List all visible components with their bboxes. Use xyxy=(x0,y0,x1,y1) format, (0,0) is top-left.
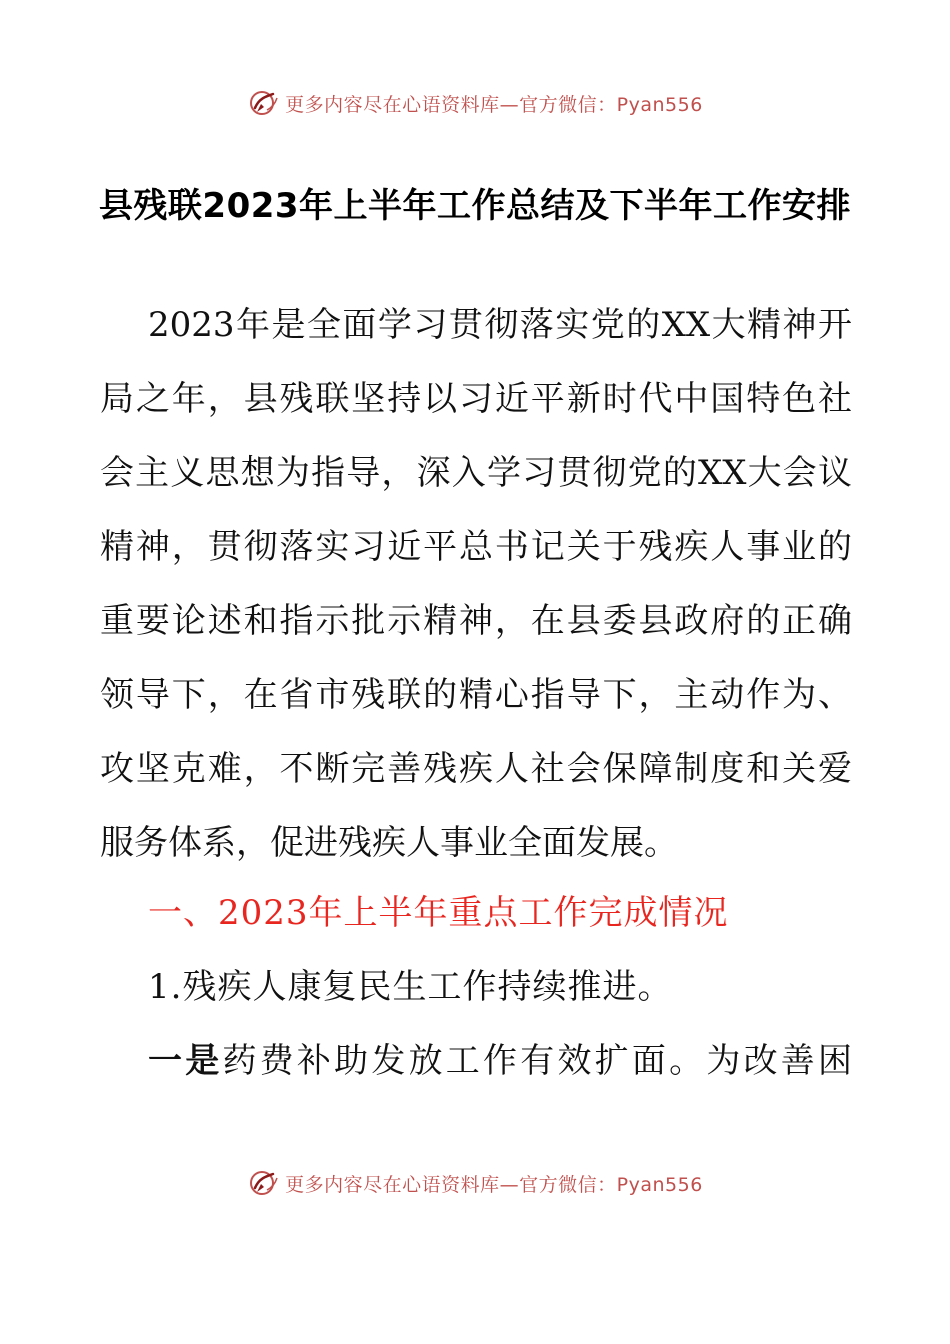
intro-line: 攻坚克难，不断完善残疾人社会保障制度和关爱 xyxy=(100,749,852,789)
footer-watermark xyxy=(0,1163,950,1203)
pen-swirl-logo-icon xyxy=(247,1166,281,1200)
header-watermark xyxy=(0,83,950,123)
intro-line: 局之年，县残联坚持以习近平新时代中国特色社 xyxy=(100,379,852,419)
paragraph-text: 药费补助发放工作有效扩面。为改善困 xyxy=(222,1041,853,1081)
intro-line: 2023年是全面学习贯彻落实党的XX大精神开 xyxy=(148,305,852,345)
intro-paragraph xyxy=(100,288,852,880)
intro-line: 会主义思想为指导，深入学习贯彻党的XX大会议 xyxy=(100,453,852,493)
intro-line: 领导下，在省市残联的精心指导下，主动作为、 xyxy=(100,675,852,715)
sub-item-heading: 1.残疾人康复民生工作持续推进。 xyxy=(148,967,673,1007)
intro-line: 服务体系，促进残疾人事业全面发展。 xyxy=(100,823,678,863)
paragraph-lead: 一是 xyxy=(148,1041,223,1081)
paragraph-2 xyxy=(148,1024,852,1098)
section-heading: 一、2023年上半年重点工作完成情况 xyxy=(148,893,729,933)
intro-line: 精神，贯彻落实习近平总书记关于残疾人事业的 xyxy=(100,527,852,567)
watermark-text: 更多内容尽在心语资料库—官方微信：Pyan556 xyxy=(285,93,703,116)
watermark-text: 更多内容尽在心语资料库—官方微信：Pyan556 xyxy=(285,1173,703,1196)
pen-swirl-logo-icon xyxy=(247,86,281,120)
intro-line: 重要论述和指示批示精神，在县委县政府的正确 xyxy=(100,601,852,641)
document-title: 县残联2023年上半年工作总结及下半年工作安排 xyxy=(98,186,852,226)
